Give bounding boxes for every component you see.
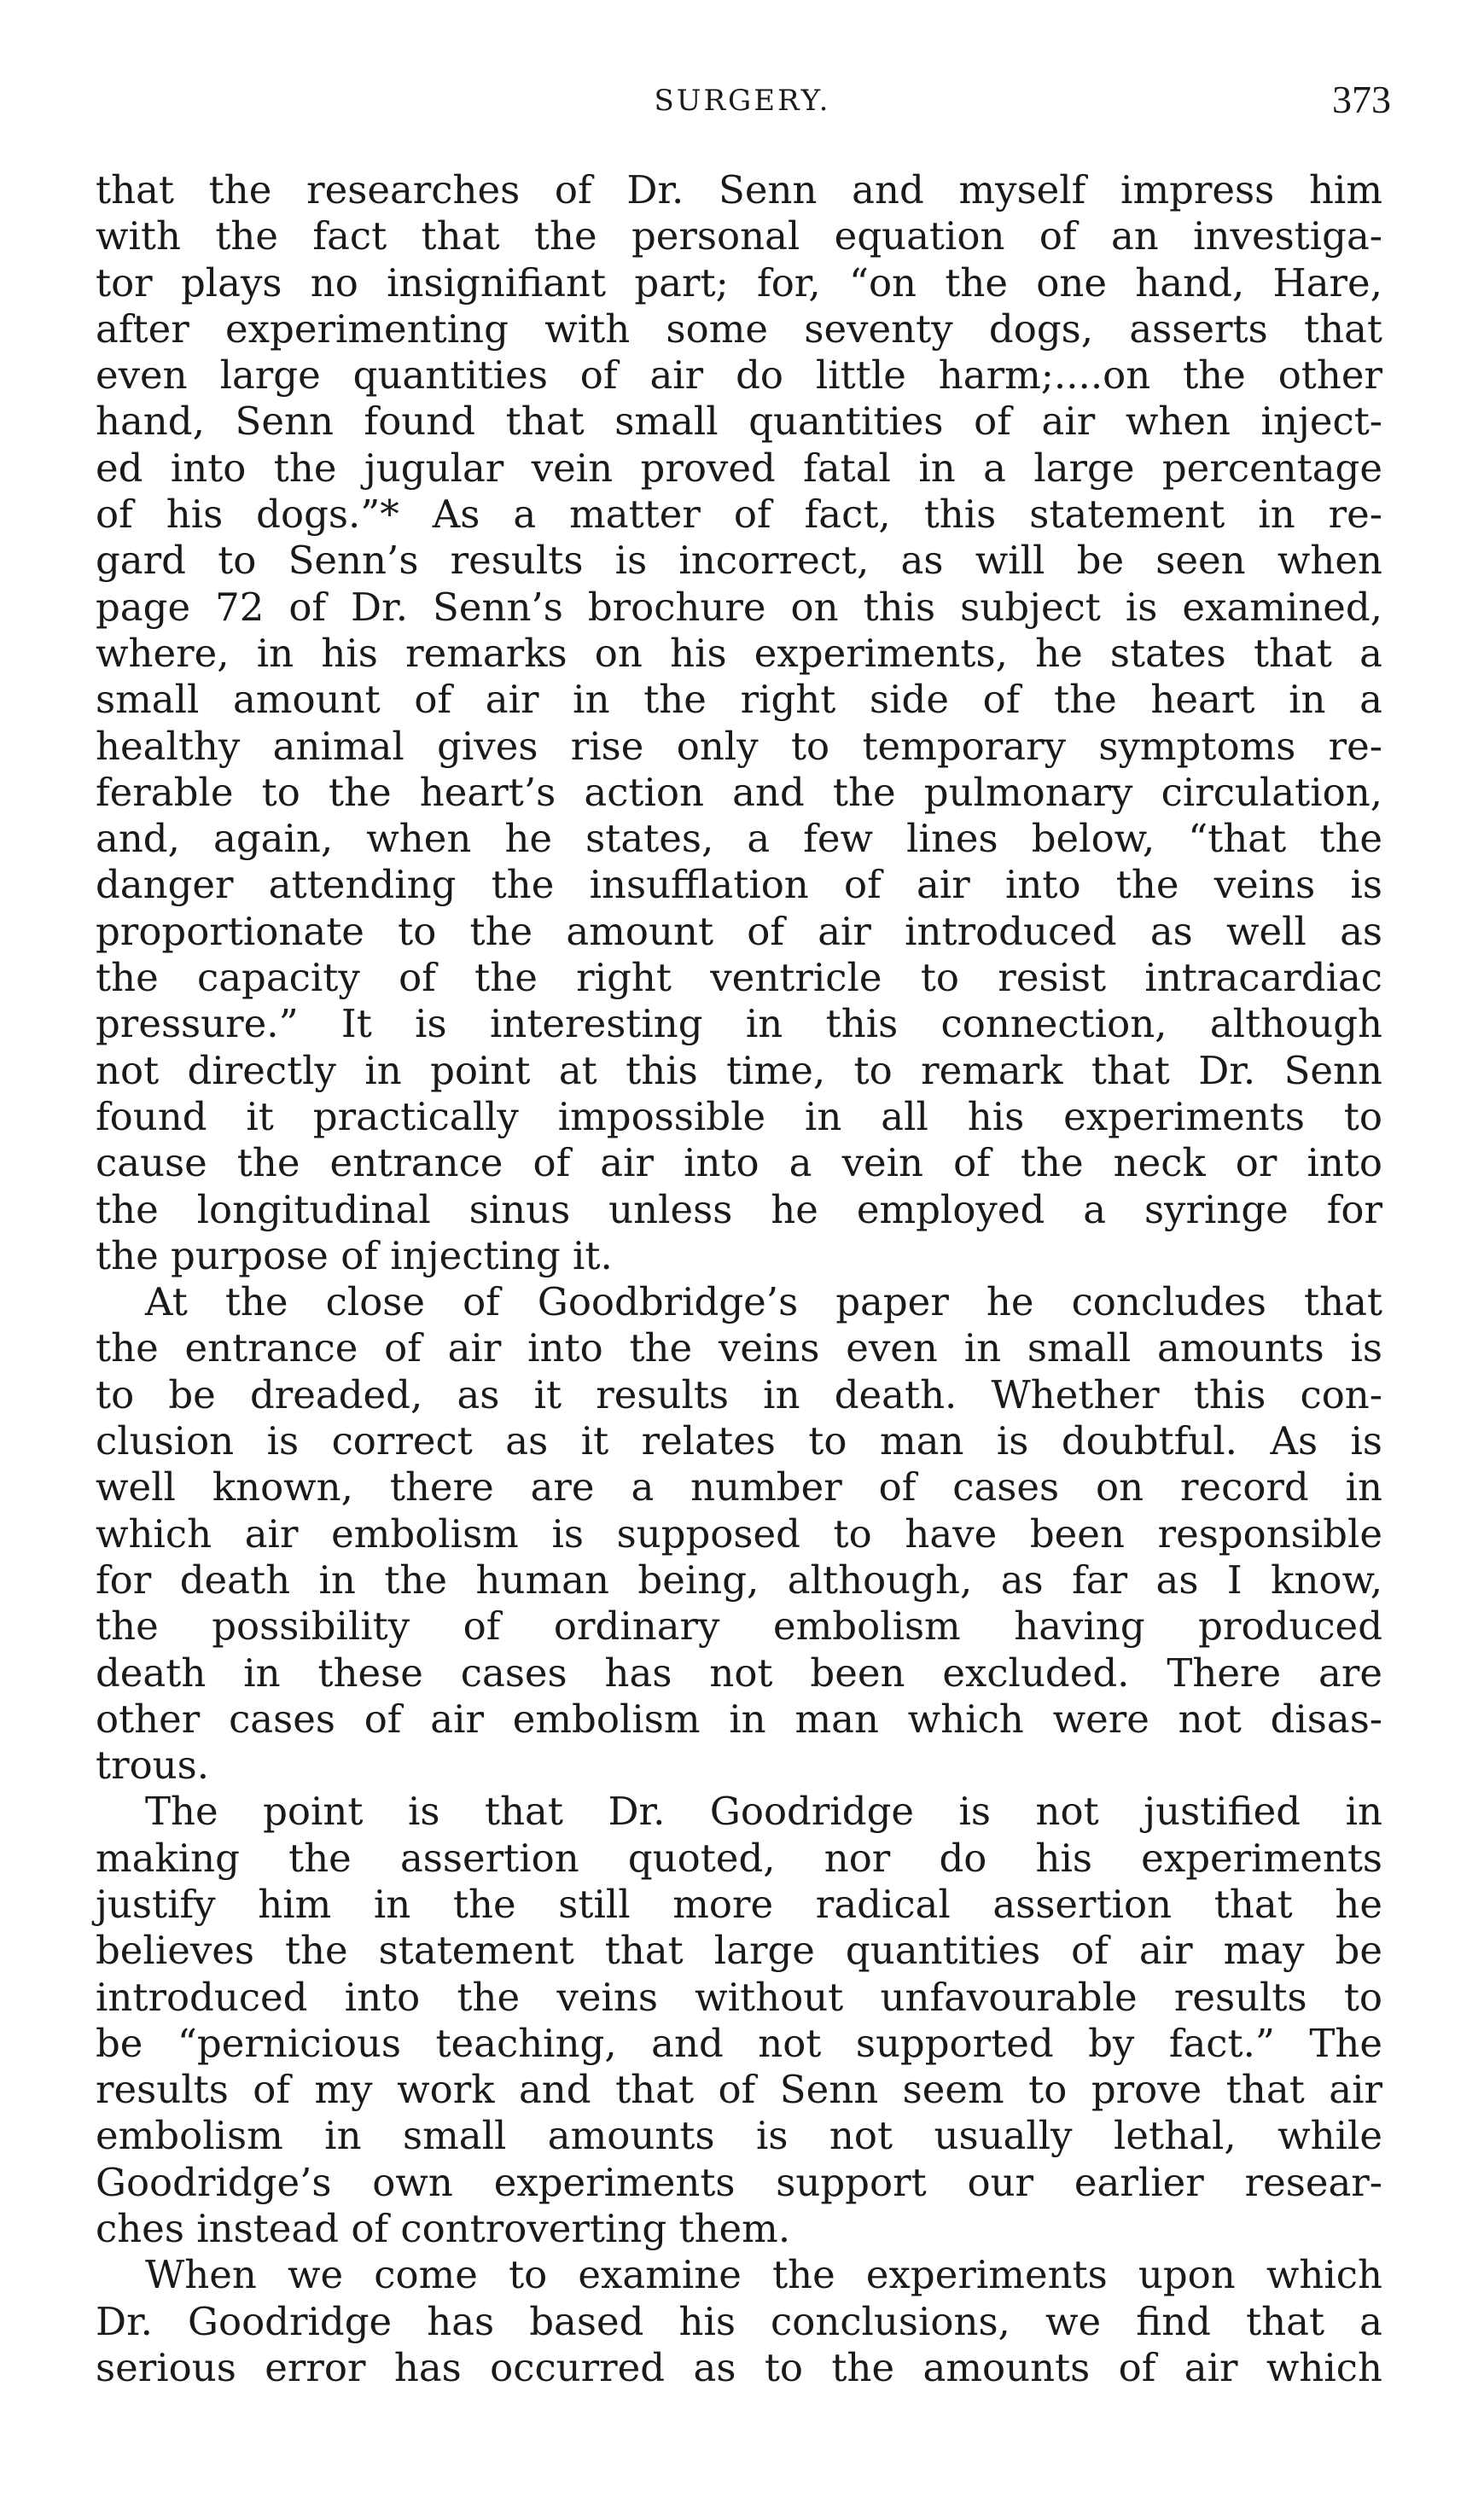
text-line: At the close of Goodbridge’s paper he concludes that [145, 1279, 1382, 1325]
text-line: well known, there are a number of cases on record in [96, 1464, 1382, 1510]
page-number: 373 [1332, 78, 1391, 121]
text-line: making the assertion quoted, nor do his experiments [96, 1835, 1382, 1881]
text-line: healthy animal gives rise only to temporary symptoms re- [96, 723, 1382, 769]
text-line: serious error has occurred as to the amounts of air which [96, 2344, 1382, 2390]
text-line: clusion is correct as it relates to man is doubtful. As is [96, 1418, 1382, 1464]
text-line: ed into the jugular vein proved fatal in a large percentage [96, 445, 1382, 491]
text-line: the possibility of ordinary embolism having produced [96, 1603, 1382, 1650]
text-line: be “pernicious teaching, and not supported by fact.” The [96, 2020, 1382, 2066]
text-line: found it practically impossible in all his experiments to [96, 1093, 1382, 1139]
running-head: SURGERY. [654, 84, 831, 118]
body-text [96, 167, 1382, 2391]
text-line: cause the entrance of air into a vein of the neck or into [96, 1140, 1382, 1186]
text-line: the entrance of air into the veins even in small amounts is [96, 1325, 1382, 1371]
text-line: ferable to the heart’s action and the pulmonary circulation, [96, 769, 1382, 815]
text-line: pressure.” It is interesting in this connection, although [96, 1001, 1382, 1047]
text-line: tor plays no insignifiant part; for, “on the one hand, Hare, [96, 259, 1382, 306]
text-line: The point is that Dr. Goodridge is not justified in [145, 1789, 1382, 1835]
text-line: with the fact that the personal equation of an investiga- [96, 213, 1382, 259]
text-line: ches instead of controverting them. [96, 2206, 791, 2252]
page-header [94, 78, 1391, 135]
text-line: not directly in point at this time, to remark that Dr. Senn [96, 1047, 1382, 1093]
text-line: even large quantities of air do little harm;....on the other [96, 352, 1382, 399]
text-line: to be dreaded, as it results in death. Whether this con- [96, 1371, 1382, 1417]
text-line: danger attending the insufflation of air into the veins is [96, 862, 1382, 908]
text-line: gard to Senn’s results is incorrect, as will be seen when [96, 538, 1382, 584]
text-line: Goodridge’s own experiments support our earlier resear- [96, 2159, 1382, 2205]
text-line: that the researches of Dr. Senn and myself impress him [96, 167, 1382, 212]
text-line: introduced into the veins without unfavourable results to [96, 1974, 1382, 2020]
text-line: results of my work and that of Senn seem to prove that air [96, 2067, 1382, 2113]
text-line: after experimenting with some seventy dogs, asserts that [96, 306, 1382, 352]
text-line: When we come to examine the experiments upon which [145, 2252, 1382, 2298]
text-line: trous. [96, 1743, 210, 1789]
text-line: which air embolism is supposed to have been responsible [96, 1510, 1382, 1557]
text-line: proportionate to the amount of air introduced as well as [96, 908, 1382, 954]
text-line: small amount of air in the right side of the heart in a [96, 677, 1382, 723]
text-line: embolism in small amounts is not usually lethal, while [96, 2113, 1382, 2159]
text-line: of his dogs.”* As a matter of fact, this statement in re- [96, 492, 1382, 538]
text-line: believes the statement that large quantities of air may be [96, 1928, 1382, 1974]
text-line: page 72 of Dr. Senn’s brochure on this subject is examined, [96, 584, 1382, 630]
text-line: the longitudinal sinus unless he employed a syringe for [96, 1186, 1382, 1232]
text-line: where, in his remarks on his experiments, he states that a [96, 630, 1382, 676]
text-line: Dr. Goodridge has based his conclusions, we find that a [96, 2298, 1382, 2344]
text-line: hand, Senn found that small quantities of air when inject- [96, 399, 1382, 445]
text-line: other cases of air embolism in man which were not disas- [96, 1696, 1382, 1742]
text-line: the purpose of injecting it. [96, 1232, 613, 1278]
text-line: and, again, when he states, a few lines below, “that the [96, 816, 1382, 862]
text-line: for death in the human being, although, as far as I know, [96, 1557, 1382, 1603]
text-line: death in these cases has not been excluded. There are [96, 1650, 1382, 1696]
text-line: justify him in the still more radical assertion that he [96, 1881, 1382, 1927]
text-line: the capacity of the right ventricle to resist intracardiac [96, 955, 1382, 1001]
